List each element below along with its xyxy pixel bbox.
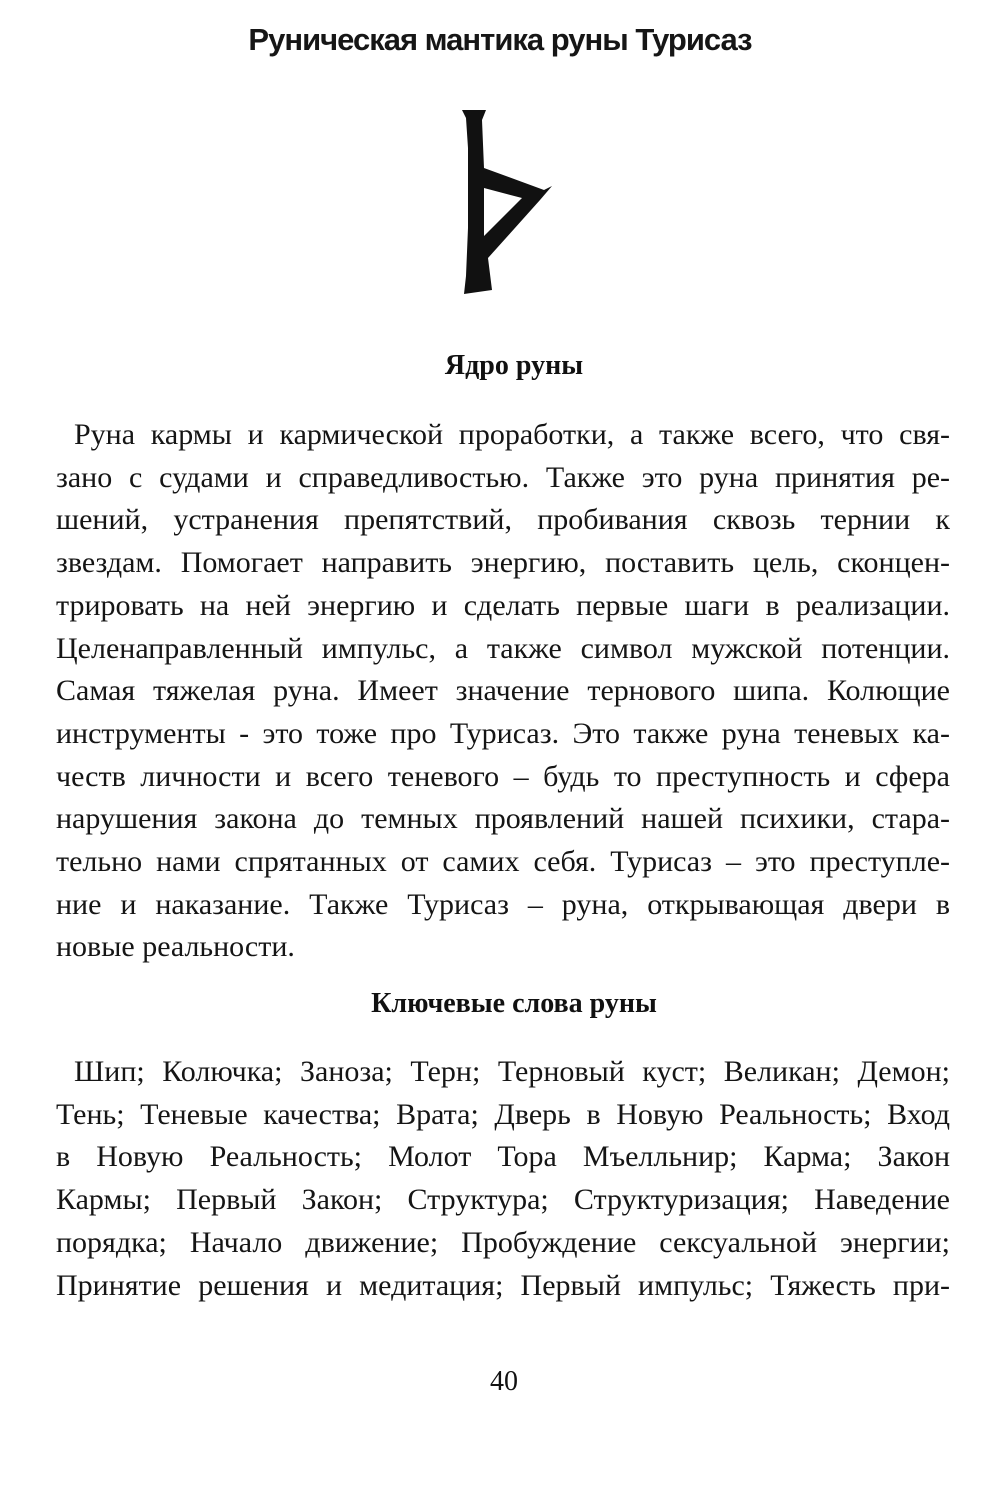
section-heading-keywords: Ключевые слова руны	[371, 988, 657, 1019]
text-line: зано с судами и справедливостью. Также это руна принятия ре-	[56, 460, 950, 494]
section-heading-core: Ядро руны	[444, 350, 584, 381]
text-line: инструменты - это тоже про Турисаз. Это также руна теневых ка-	[56, 716, 950, 750]
text-line: Руна кармы и кармической проработки, а также всего, что свя-	[74, 418, 950, 451]
text-line: нарушения закона до темных проявлений нашей психики, стара-	[56, 802, 950, 836]
text-line: звездам. Помогает направить энергию, поставить цель, сконцен-	[56, 546, 950, 580]
text-line: в Новую Реальность; Молот Тора Мъелльнир; Карма; Закон	[56, 1140, 950, 1174]
text-line: честв личности и всего теневого – будь то преступность и сфера	[56, 759, 950, 793]
text-line: ние и наказание. Также Турисаз – руна, открывающая двери в	[56, 887, 950, 921]
thurisaz-rune-icon	[448, 108, 560, 298]
text-line: Тень; Теневые качества; Врата; Дверь в Новую Реальность; Вход	[56, 1097, 950, 1131]
text-line: новые реальности.	[56, 930, 295, 964]
page-number: 40	[490, 1366, 518, 1397]
text-line: Принятие решения и медитация; Первый импульс; Тяжесть при-	[56, 1268, 950, 1302]
text-line: Шип; Колючка; Заноза; Терн; Терновый куст; Великан; Демон;	[74, 1055, 950, 1088]
text-line: Целенаправленный импульс, а также символ мужской потенции.	[56, 631, 950, 665]
text-line: тельно нами спрятанных от самих себя. Турисаз – это преступле-	[56, 845, 950, 879]
section-body-core	[56, 414, 950, 969]
text-line: Кармы; Первый Закон; Структура; Структуризация; Наведение	[56, 1183, 950, 1217]
text-line: шений, устранения препятствий, пробивания сквозь тернии к	[56, 503, 950, 537]
running-head: Руническая мантика руны Турисаз	[248, 22, 752, 57]
text-line: трировать на ней энергию и сделать первые шаги в реализации.	[56, 588, 950, 622]
section-body-keywords	[56, 1051, 950, 1307]
text-line: Самая тяжелая руна. Имеет значение тернового шипа. Колющие	[56, 674, 950, 708]
text-line: порядка; Начало движение; Пробуждение сексуальной энергии;	[56, 1225, 950, 1259]
